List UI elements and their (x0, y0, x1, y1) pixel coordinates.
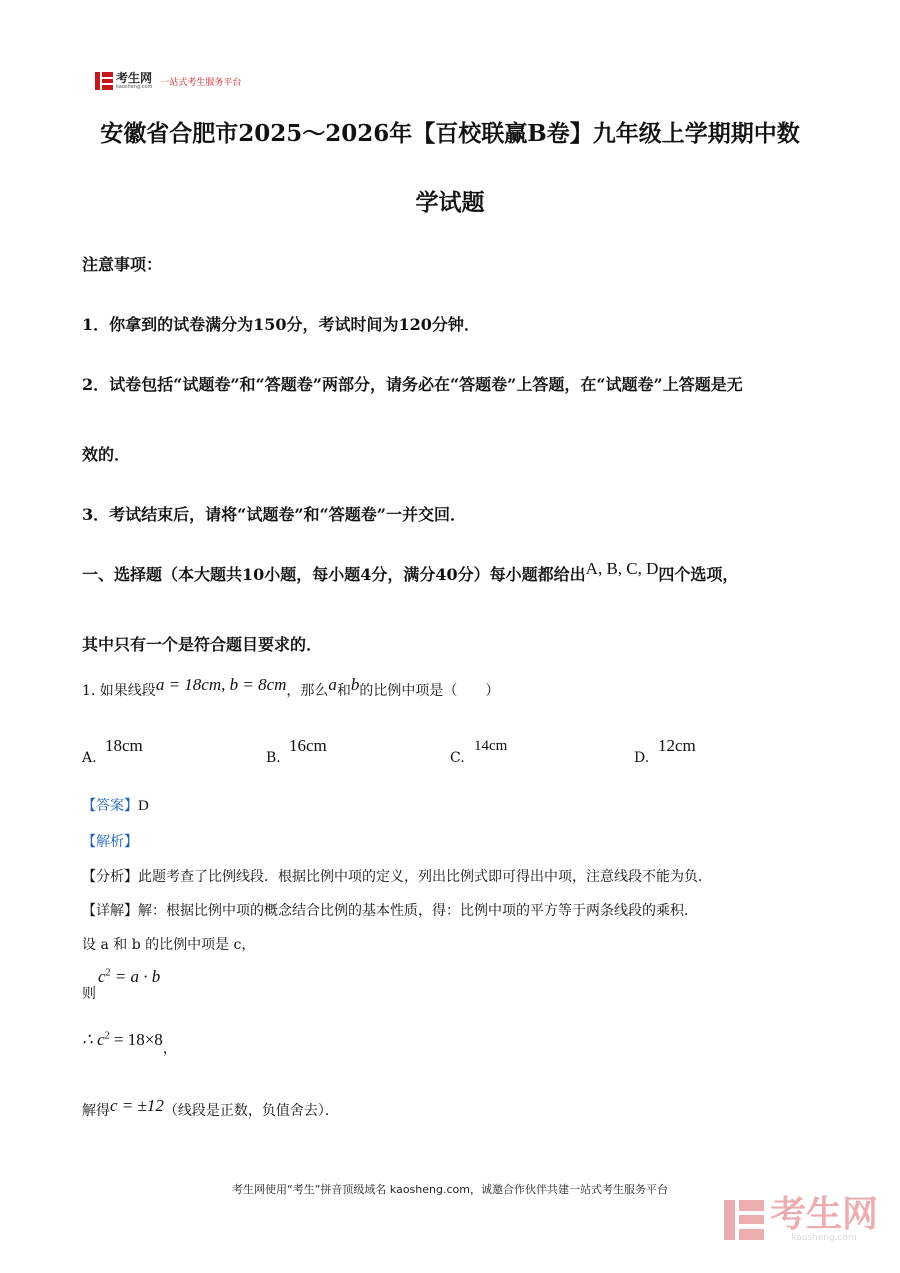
step3-b: = 18×8 (109, 1030, 163, 1049)
notice-item-1: 1．你拿到的试卷满分为150分，考试时间为120分钟． (82, 315, 480, 334)
notice-item-3: 3．考试结束后，请将“试题卷”和“答题卷”一并交回． (82, 505, 466, 524)
header-logo (95, 72, 241, 90)
solution-step-2-math (98, 967, 160, 987)
solution-step-3 (82, 1030, 177, 1057)
option-a-value: 18cm (105, 736, 143, 755)
option-a-label: A. (82, 750, 97, 766)
watermark-domain: kaosheng.com (791, 1233, 857, 1243)
option-c-value: 14cm (474, 738, 508, 754)
section-heading-text-a: 一、选择题（本大题共10小题，每小题4分，满分40分）每小题都给出 (82, 565, 586, 584)
watermark-logo-icon (724, 1200, 764, 1240)
xiangjie-text: 解：根据比例中项的概念结合比例的基本性质，得：比例中项的平方等于两条线段的乘积． (138, 903, 698, 919)
step4-a: 解得 (82, 1103, 110, 1119)
option-c-label: C. (450, 750, 465, 766)
step4-math: c = ±12 (110, 1096, 164, 1115)
step3-c: ， (162, 1042, 177, 1057)
answer-tag: 【答案】 (82, 798, 138, 814)
xiangjie-tag: 【详解】 (82, 903, 138, 919)
brand-name: 考生网 (116, 71, 153, 85)
question-1-number: 1. 如果线段 (82, 683, 156, 699)
step4-b: （线段是正数，负值舍去）． (163, 1103, 339, 1119)
brand-domain: kaosheng.com (116, 84, 153, 90)
notice-heading: 注意事项： (82, 255, 163, 274)
option-b-label: B. (266, 750, 281, 766)
step2-sup: 2 (105, 967, 111, 979)
step2-rest: = a · b (110, 967, 161, 986)
logo-icon (95, 72, 113, 90)
fenxi-tag: 【分析】 (82, 869, 138, 885)
watermark-text: 考生网 (769, 1194, 878, 1235)
page-title-line2: 学试题 (415, 189, 485, 216)
fenxi-text: 此题考查了比例线段．根据比例中项的定义，列出比例式即可得出中项，注意线段不能为负． (138, 869, 712, 885)
option-b-value: 16cm (289, 736, 327, 755)
section-options-math: A, B, C, D (585, 559, 659, 578)
brand-slogan: 一站式考生服务平台 (160, 77, 242, 88)
question-1-mid: ，那么 (286, 683, 329, 699)
step2-c: c (98, 967, 106, 986)
question-1-and: 和 (336, 683, 351, 699)
section-heading-line1 (82, 559, 739, 585)
answer-value: D (138, 798, 149, 814)
solution-step-1: 设 a 和 b 的比例中项是 c， (82, 937, 256, 953)
notice-item-2a: 2．试卷包括“试题卷”和“答题卷”两部分，请务必在“答题卷”上答题，在“试题卷”上答题是无 (82, 375, 743, 394)
question-1-var-a: a (328, 675, 337, 694)
solution-step-2-label: 则 (82, 986, 96, 1002)
section-heading-text-b: 四个选项， (658, 565, 739, 584)
step3-a: ∴ c (82, 1030, 105, 1049)
section-heading-line2: 其中只有一个是符合题目要求的． (82, 635, 323, 654)
option-d-label: D. (634, 750, 650, 766)
question-1-tail: 的比例中项是（ ） (359, 683, 500, 699)
analysis-tag: 【解析】 (82, 834, 138, 850)
step3-sup: 2 (104, 1030, 110, 1042)
xiangjie-line (82, 900, 698, 920)
question-1-condition: a = 18cm, b = 8cm (155, 675, 287, 694)
notice-item-2b: 效的． (82, 445, 131, 464)
solution-step-4 (82, 1096, 339, 1120)
fenxi-line (82, 866, 712, 886)
page-title-line1: 安徽省合肥市2025～2026年【百校联赢B卷】九年级上学期期中数 (100, 120, 800, 147)
watermark (724, 1194, 878, 1243)
answer-line (82, 795, 149, 815)
footer-text: 考生网使用“考生”拼音顶级域名 kaosheng.com，诚邀合作伙伴共建一站式考生服务平台 (232, 1183, 668, 1196)
question-1-var-b: b (350, 675, 360, 694)
question-1 (82, 675, 500, 700)
option-d-value: 12cm (658, 736, 696, 755)
